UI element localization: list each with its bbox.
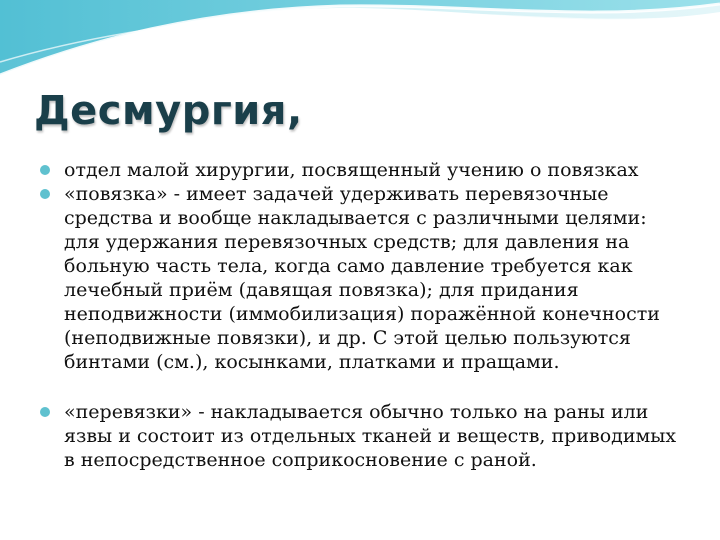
bullet-dot-icon — [40, 189, 50, 199]
bullet-item — [38, 158, 688, 182]
bullet-item — [38, 182, 688, 374]
bullet-text: «перевязки» - накладывается обычно только на раны или язвы и состоит из отдельных тканей и веществ, приводимых в непосредственное соприкосновение с раной. — [64, 401, 677, 471]
decorative-wave-header — [0, 0, 720, 90]
bullet-text: «повязка» - имеет задачей удерживать перевязочные средства и вообще накладывается с различными целями: для удержания перевязочных средств; для давления на больную часть тела, когда само давление требуется как лечебный приём (давящая повязка); для придания неподвижности (иммобилизация) поражённой конечности (неподвижные повязки), и др. С этой целью пользуются бинтами (см.), косынками, платками и пращами. — [64, 183, 660, 373]
bullet-list — [38, 158, 688, 472]
bullet-dot-icon — [40, 407, 50, 417]
bullet-text: отдел малой хирургии, посвященный учению о повязках — [64, 159, 639, 181]
slide-title: Десмургия, — [34, 88, 303, 134]
bullet-dot-icon — [40, 165, 50, 175]
bullet-item — [38, 400, 688, 472]
